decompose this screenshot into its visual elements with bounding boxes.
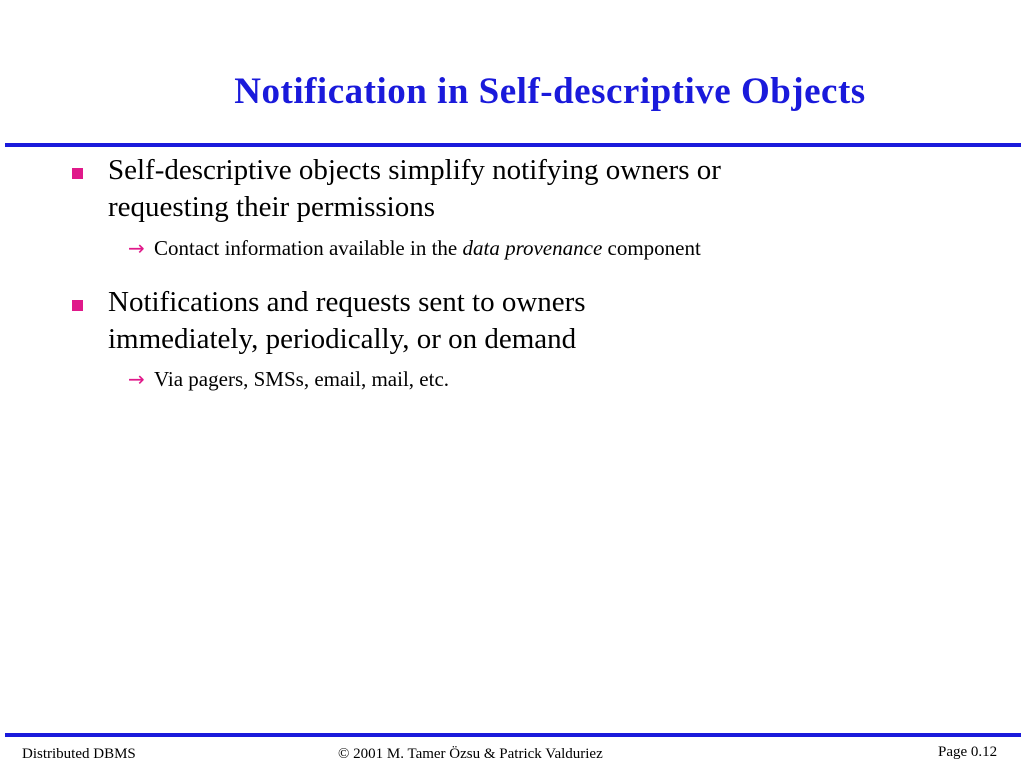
sub-bullet-text	[154, 236, 701, 260]
sub-bullet-text-plain: Contact information available in the	[154, 236, 463, 260]
bullet-line: Self-descriptive objects simplify notifying owners or	[108, 154, 721, 186]
bullet-text	[108, 152, 1008, 226]
footer-page-number: Page 0.12	[938, 744, 998, 760]
sub-bullet-text-italic: data provenance	[462, 236, 603, 260]
right-arrow-icon: →	[128, 367, 145, 391]
bullet-line: Notifications and requests sent to owners	[108, 286, 586, 318]
sub-bullet-text	[154, 367, 449, 391]
footer-rule	[5, 733, 1021, 737]
bullet-line: immediately, periodically, or on demand	[108, 323, 577, 355]
footer-course-name: Distributed DBMS	[22, 746, 136, 762]
bullet-square-icon	[72, 300, 83, 311]
right-arrow-icon: →	[128, 236, 145, 260]
bullet-text	[108, 284, 1008, 358]
footer-copyright: © 2001 M. Tamer Özsu & Patrick Valduriez	[338, 746, 603, 762]
sub-bullet-text-plain: Via pagers, SMSs, email, mail, etc.	[154, 367, 450, 391]
bullet-line: requesting their permissions	[108, 191, 436, 223]
slide-title: Notification in Self-descriptive Objects	[234, 71, 866, 112]
title-rule	[5, 143, 1021, 147]
bullet-square-icon	[72, 168, 83, 179]
sub-bullet-text-plain-end: component	[602, 236, 701, 260]
